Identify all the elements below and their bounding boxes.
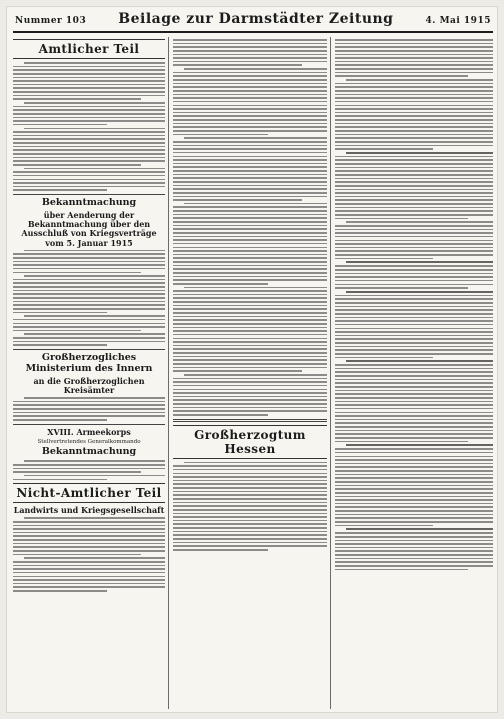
text-block	[13, 250, 165, 346]
rule	[13, 424, 165, 425]
rule	[173, 419, 327, 422]
rule	[13, 194, 165, 195]
column-divider	[168, 37, 169, 709]
issue-number: Nummer 103	[15, 16, 87, 26]
text-block	[13, 517, 165, 591]
text-block	[173, 39, 327, 416]
headline-amendment: über Aenderung der Bekanntmachung über den Ausschluß von Kriegsverträge vom 5. Januar 1915	[21, 209, 157, 248]
section-heading-official: Amtlicher Teil	[13, 39, 165, 59]
text-block	[173, 462, 327, 551]
column-divider	[330, 37, 331, 709]
masthead	[13, 11, 493, 33]
column-2	[173, 37, 327, 554]
text-block	[335, 39, 493, 570]
section-heading-nonofficial: Nicht-Amtlicher Teil	[13, 483, 165, 503]
headline-grand-ministry: Großherzogliches Ministerium des Innern	[25, 351, 153, 374]
headline-announcement: Bekanntmachung	[41, 197, 137, 209]
issue-date: 4. Mai 1915	[425, 16, 491, 26]
headline-army-corps: XVIII. Armeekorps	[47, 426, 131, 437]
headline-district-offices: an die Großherzoglichen Kreisämter	[33, 375, 145, 395]
column-3	[335, 37, 493, 573]
rule	[13, 349, 165, 350]
headline-agriculture: Landwirts und Kriegsgesellschaft	[13, 505, 165, 516]
text-block	[13, 397, 165, 420]
newspaper-page	[6, 6, 498, 713]
subheadline-army-corps: Stellvertretendes Generalkommando	[37, 438, 141, 445]
text-block	[13, 62, 165, 191]
section-heading-grand-duchy: Großherzogtum Hessen	[173, 425, 327, 459]
text-block	[13, 460, 165, 480]
newspaper-title: Beilage zur Darmstädter Zeitung	[118, 11, 394, 27]
headline-announcement-2: Bekanntmachung	[41, 446, 137, 458]
column-1	[13, 37, 165, 595]
